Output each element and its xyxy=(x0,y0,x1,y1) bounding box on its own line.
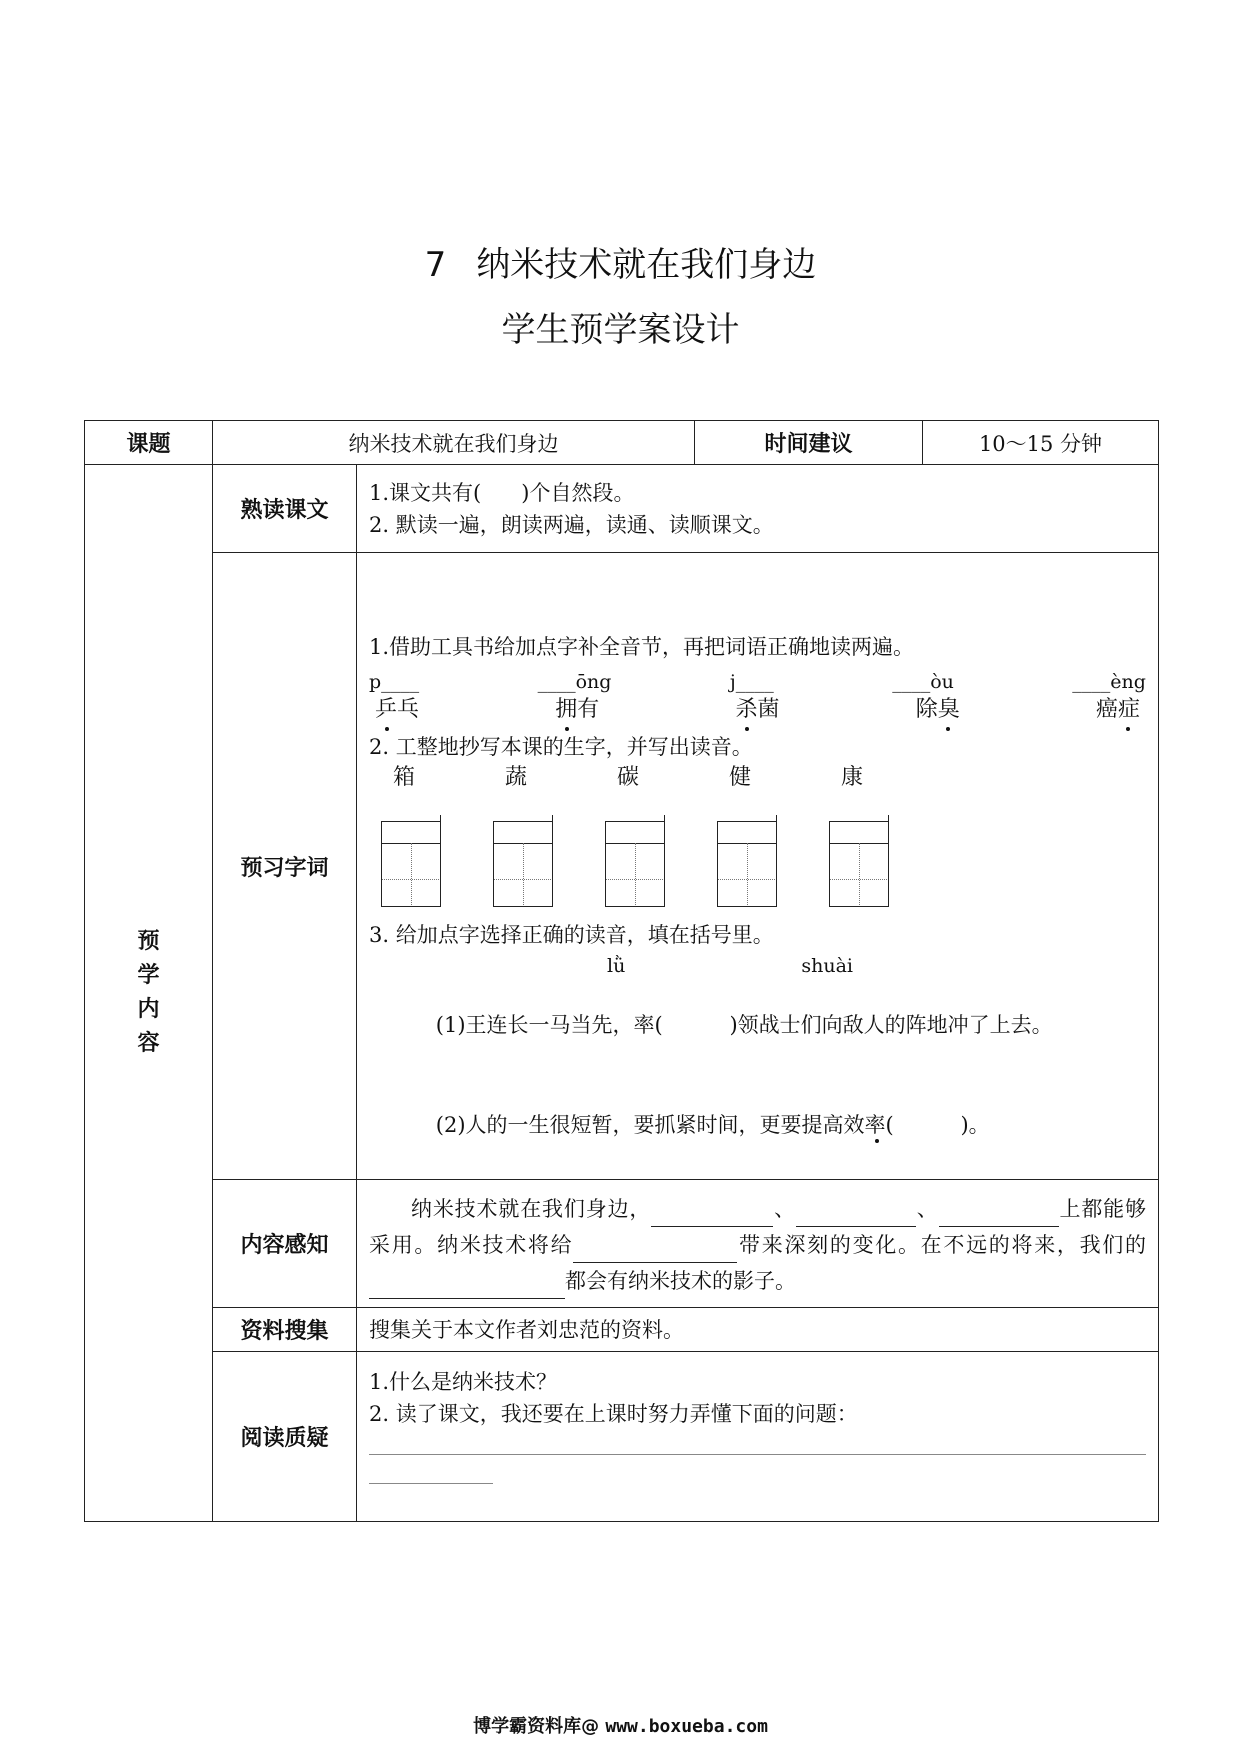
footer-source: 博学霸资料库@ xyxy=(473,1716,600,1737)
new-char: 碳 xyxy=(617,765,640,790)
lesson-number: 7 xyxy=(424,245,447,285)
reading-options xyxy=(369,955,1146,977)
vocab-q1: 1.借助工具书给加点字补全音节，再把词语正确地读两遍。 xyxy=(369,635,915,659)
option-shuai: shuài xyxy=(801,955,854,977)
questions-label: 阅读质疑 xyxy=(213,1352,357,1522)
questions-line-1: 1.什么是纳米技术？ xyxy=(369,1370,558,1394)
section-label-char: 容 xyxy=(137,1031,160,1056)
pinyin-blank: j____ xyxy=(729,671,774,693)
content-label: 内容感知 xyxy=(213,1180,357,1308)
sentence-2-dotted-char: 率 xyxy=(864,1113,886,1137)
content-sep-2: 、 xyxy=(915,1196,939,1221)
vocab-q3: 3. 给加点字选择正确的读音，填在括号里。 xyxy=(369,923,774,947)
reading-cell xyxy=(357,465,1159,553)
section-label xyxy=(85,465,213,1522)
new-char: 康 xyxy=(841,765,864,790)
content-blank-1[interactable] xyxy=(651,1204,773,1227)
word: 杀菌 xyxy=(735,695,779,725)
time-label: 时间建议 xyxy=(695,421,923,465)
sentence-1-a: (1)王连长一马当先， xyxy=(435,1013,634,1037)
page-subtitle: 学生预学案设计 xyxy=(501,310,740,350)
word: 拥有 xyxy=(555,695,599,725)
lesson-title xyxy=(0,237,1241,286)
answer-line[interactable] xyxy=(369,1436,1146,1455)
content-blank-5[interactable] xyxy=(369,1276,565,1299)
content-cell xyxy=(357,1180,1159,1308)
answer-line[interactable] xyxy=(369,1461,493,1484)
footer xyxy=(0,1712,1241,1738)
content-blank-2[interactable] xyxy=(796,1204,916,1227)
content-text-c: 带来深刻的变化。在不远的将来，我们的 xyxy=(737,1232,1147,1257)
new-char: 蔬 xyxy=(505,765,528,790)
questions-line-2: 2. 读了课文，我还要在上课时努力弄懂下面的问题： xyxy=(369,1402,858,1426)
vocab-cell xyxy=(357,553,1159,1180)
pinyin-blank: ____ōng xyxy=(537,671,612,693)
questions-cell xyxy=(357,1352,1159,1522)
sentence-1 xyxy=(369,977,1146,1073)
word-row xyxy=(369,695,1146,725)
research-cell xyxy=(357,1308,1159,1352)
reading-line-2: 2. 默读一遍，朗读两遍，读通、读顺课文。 xyxy=(369,512,774,537)
pinyin-blank: ____òu xyxy=(892,671,954,693)
content-text-a: 纳米技术就在我们身边， xyxy=(411,1196,652,1221)
content-text-b: 上都能够采用。纳米技术将给 xyxy=(369,1196,1147,1257)
section-label-char: 学 xyxy=(137,963,160,988)
content-text-d: 都会有纳米技术的影子。 xyxy=(565,1268,796,1293)
content-blank-3[interactable] xyxy=(939,1204,1059,1227)
word: 除臭 xyxy=(916,695,960,725)
content-sep-1: 、 xyxy=(773,1196,796,1221)
pinyin-blank: p____ xyxy=(369,671,420,693)
writing-grids xyxy=(381,815,1146,907)
char-row xyxy=(393,763,1146,793)
lesson-title-text: 纳米技术就在我们身边 xyxy=(476,245,817,285)
writing-grid[interactable] xyxy=(717,815,777,907)
vocab-label: 预习字词 xyxy=(213,553,357,1180)
footer-url: www.boxueba.com xyxy=(605,1716,768,1737)
option-lv: lǜ xyxy=(607,955,626,977)
sentence-1-b: 率( )领战士们向敌人的阵地冲了上去。 xyxy=(633,1013,1053,1037)
content-blank-4[interactable] xyxy=(573,1240,737,1263)
reading-label: 熟读课文 xyxy=(213,465,357,553)
new-char: 健 xyxy=(729,765,752,790)
writing-grid[interactable] xyxy=(829,815,889,907)
new-char: 箱 xyxy=(393,765,416,790)
vocab-q2: 2. 工整地抄写本课的生字，并写出读音。 xyxy=(369,735,753,759)
section-label-char: 内 xyxy=(137,997,160,1022)
preview-table xyxy=(84,420,1159,1522)
pinyin-blank: ____èng xyxy=(1072,671,1146,693)
writing-grid[interactable] xyxy=(605,815,665,907)
pinyin-row xyxy=(369,669,1146,695)
research-label: 资料搜集 xyxy=(213,1308,357,1352)
topic-label: 课题 xyxy=(85,421,213,465)
topic-value: 纳米技术就在我们身边 xyxy=(213,421,695,465)
time-value: 10～15 分钟 xyxy=(923,421,1159,465)
sentence-2-a: (2)人的一生很短暂，要抓紧时间，更要提高效 xyxy=(435,1113,865,1137)
word: 乒乓 xyxy=(375,695,419,725)
writing-grid[interactable] xyxy=(381,815,441,907)
writing-grid[interactable] xyxy=(493,815,553,907)
sentence-2 xyxy=(369,1077,1146,1173)
sentence-2-c: ( )。 xyxy=(885,1113,990,1137)
reading-line-1: 1.课文共有( )个自然段。 xyxy=(369,480,635,505)
word: 癌症 xyxy=(1096,695,1140,725)
section-label-char: 预 xyxy=(137,929,160,954)
research-text: 搜集关于本文作者刘忠范的资料。 xyxy=(369,1317,684,1342)
